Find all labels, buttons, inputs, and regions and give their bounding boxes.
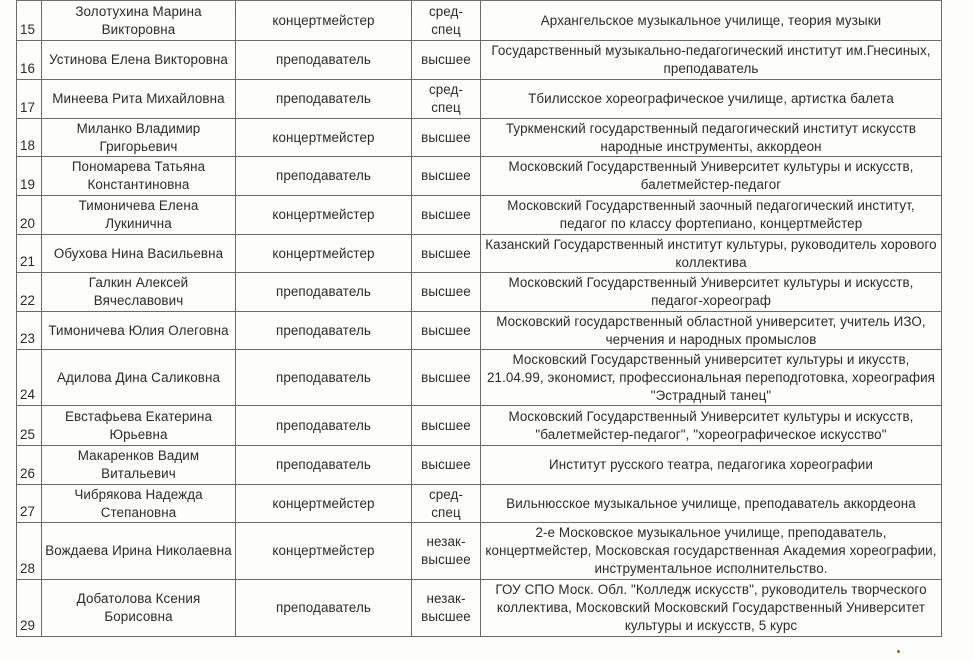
table-row — [17, 350, 942, 406]
education-level: сред-спец — [412, 1, 481, 41]
institution-specialty: Московский Государственный Университет культуры и искусств, балетмейстер-педагог — [481, 157, 942, 196]
education-level: высшее — [412, 446, 481, 485]
row-number: 18 — [17, 119, 42, 157]
education-level: высшее — [412, 235, 481, 273]
table-row — [17, 1, 942, 41]
table-row — [17, 196, 942, 235]
row-number: 26 — [17, 446, 42, 485]
institution-specialty: 2-е Московское музыкальное училище, преподаватель, концертмейстер, Московская государственная Академия хореографии, инструментальное исполнительство. — [481, 523, 942, 580]
education-level: незак-высшее — [412, 523, 481, 580]
row-number: 23 — [17, 312, 42, 350]
table-row — [17, 580, 942, 637]
institution-specialty: ГОУ СПО Моск. Обл. "Колледж искусств", руководитель творческого коллектива, Московский Московский Государственный Университет культуры и искусств, 5 курс — [481, 580, 942, 637]
employee-position: концертмейстер — [236, 485, 412, 523]
employee-name: Тимоничева Юлия Олеговна — [42, 312, 236, 350]
table-row — [17, 485, 942, 523]
education-level: высшее — [412, 157, 481, 196]
row-number: 20 — [17, 196, 42, 235]
employee-name: Минеева Рита Михайловна — [42, 80, 236, 119]
employee-name: Обухова Нина Васильевна — [42, 235, 236, 273]
employee-name: Тимоничева Елена Лукинична — [42, 196, 236, 235]
employee-name: Чибрякова Надежда Степановна — [42, 485, 236, 523]
row-number: 17 — [17, 80, 42, 119]
employee-position: преподаватель — [236, 580, 412, 637]
institution-specialty: Институт русского театра, педагогика хореографии — [481, 446, 942, 485]
employee-position: преподаватель — [236, 312, 412, 350]
employee-position: концертмейстер — [236, 523, 412, 580]
institution-specialty: Московский Государственный Университет культуры и искусств, "балетмейстер-педагог", "хореографическое искусство" — [481, 406, 942, 446]
institution-specialty: Московский Государственный университет культуры и икусств, 21.04.99, экономист, профессиональная переподготовка, хореография "Эстрадный танец" — [481, 350, 942, 406]
table-row — [17, 41, 942, 80]
row-number: 19 — [17, 157, 42, 196]
employee-name: Евстафьева Екатерина Юрьевна — [42, 406, 236, 446]
institution-specialty: Московский государственный областной университет, учитель ИЗО, черчения и народных промыслов — [481, 312, 942, 350]
table-row — [17, 235, 942, 273]
employee-position: преподаватель — [236, 273, 412, 312]
employee-position: преподаватель — [236, 446, 412, 485]
education-level: высшее — [412, 41, 481, 80]
row-number: 21 — [17, 235, 42, 273]
employee-position: преподаватель — [236, 157, 412, 196]
employee-position: преподаватель — [236, 350, 412, 406]
table-row — [17, 523, 942, 580]
row-number: 15 — [17, 1, 42, 41]
table-row — [17, 157, 942, 196]
institution-specialty: Туркменский государственный педагогический институт искусств народные инструменты, аккордеон — [481, 119, 942, 157]
row-number: 29 — [17, 580, 42, 637]
employee-position: концертмейстер — [236, 119, 412, 157]
employee-name: Миланко Владимир Григорьевич — [42, 119, 236, 157]
institution-specialty: Тбилисское хореографическое училище, артистка балета — [481, 80, 942, 119]
table-row — [17, 273, 942, 312]
row-number: 22 — [17, 273, 42, 312]
employee-name: Пономарева Татьяна Константиновна — [42, 157, 236, 196]
employee-name: Добатолова Ксения Борисовна — [42, 580, 236, 637]
employee-position: преподаватель — [236, 406, 412, 446]
employee-position: концертмейстер — [236, 235, 412, 273]
table-row — [17, 446, 942, 485]
employee-position: преподаватель — [236, 41, 412, 80]
table-row — [17, 312, 942, 350]
education-level: сред-спец — [412, 485, 481, 523]
education-level: незак-высшее — [412, 580, 481, 637]
table-row — [17, 80, 942, 119]
institution-specialty: Казанский Государственный институт культуры, руководитель хорового коллектива — [481, 235, 942, 273]
scan-speck — [897, 650, 900, 653]
row-number: 25 — [17, 406, 42, 446]
education-level: высшее — [412, 406, 481, 446]
employee-name: Вождаева Ирина Николаевна — [42, 523, 236, 580]
education-level: сред-спец — [412, 80, 481, 119]
institution-specialty: Московский Государственный заочный педагогический институт, педагог по классу фортепиано, концертмейстер — [481, 196, 942, 235]
education-level: высшее — [412, 196, 481, 235]
staff-table — [16, 0, 942, 637]
employee-position: концертмейстер — [236, 196, 412, 235]
row-number: 28 — [17, 523, 42, 580]
education-level: высшее — [412, 312, 481, 350]
table-row — [17, 406, 942, 446]
scanned-document-page — [16, 0, 941, 637]
education-level: высшее — [412, 350, 481, 406]
education-level: высшее — [412, 119, 481, 157]
education-level: высшее — [412, 273, 481, 312]
row-number: 27 — [17, 485, 42, 523]
employee-position: преподаватель — [236, 80, 412, 119]
employee-position: концертмейстер — [236, 1, 412, 41]
row-number: 24 — [17, 350, 42, 406]
employee-name: Адилова Дина Саликовна — [42, 350, 236, 406]
row-number: 16 — [17, 41, 42, 80]
employee-name: Золотухина Марина Викторовна — [42, 1, 236, 41]
employee-name: Макаренков Вадим Витальевич — [42, 446, 236, 485]
table-row — [17, 119, 942, 157]
employee-name: Устинова Елена Викторовна — [42, 41, 236, 80]
institution-specialty: Вильнюсское музыкальное училище, преподаватель аккордеона — [481, 485, 942, 523]
institution-specialty: Московский Государственный Университет культуры и искусств, педагог-хореограф — [481, 273, 942, 312]
institution-specialty: Архангельское музыкальное училище, теория музыки — [481, 1, 942, 41]
institution-specialty: Государственный музыкально-педагогический институт им.Гнесиных, преподаватель — [481, 41, 942, 80]
employee-name: Галкин Алексей Вячеславович — [42, 273, 236, 312]
